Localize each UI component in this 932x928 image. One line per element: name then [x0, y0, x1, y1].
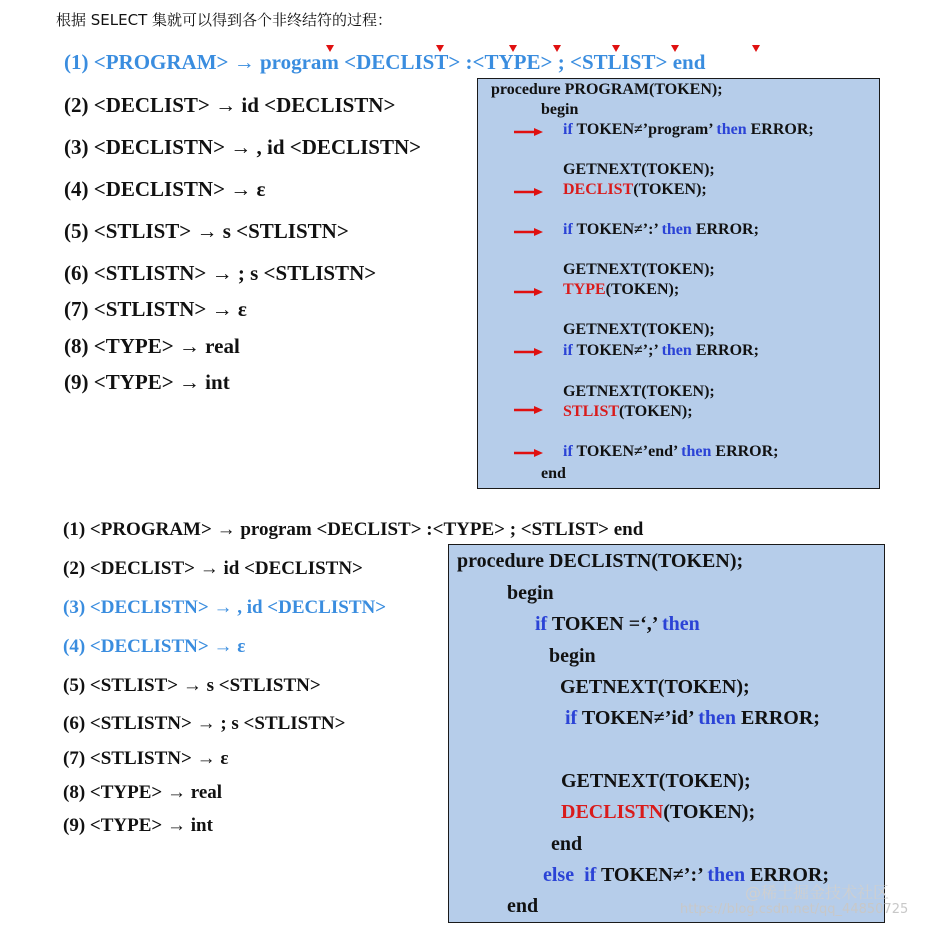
code-line: GETNEXT(TOKEN);	[560, 676, 750, 698]
watermark-brand: @稀土掘金技术社区	[745, 883, 890, 902]
code-line: if TOKEN≠’:’ then ERROR;	[563, 221, 759, 238]
code-line: if TOKEN≠’id’ then ERROR;	[565, 707, 820, 729]
grammar-rule: (7) <STLISTN> → ε	[64, 297, 247, 321]
code-line: if TOKEN≠’program’ then ERROR;	[563, 121, 814, 138]
red-arrow-icon	[514, 287, 544, 297]
code-line: DECLIST(TOKEN);	[563, 181, 707, 198]
inner-end: end	[551, 833, 583, 855]
red-arrow-icon	[514, 448, 544, 458]
code-line: GETNEXT(TOKEN);	[563, 161, 715, 178]
grammar-rule: (1) <PROGRAM> → program <DECLIST> :<TYPE> ; <STLIST> end	[63, 519, 644, 540]
code-line: GETNEXT(TOKEN);	[561, 770, 751, 792]
red-arrow-icon	[514, 127, 544, 137]
red-arrow-icon	[514, 347, 544, 357]
watermark-url: https://blog.csdn.net/qq_44850725	[680, 902, 909, 917]
red-arrow-icon	[514, 405, 544, 415]
grammar-rule: (3) <DECLISTN> → , id <DECLISTN>	[63, 597, 387, 618]
proc-begin: begin	[507, 582, 554, 604]
code-line: GETNEXT(TOKEN);	[563, 261, 715, 278]
grammar-rule: (8) <TYPE> → real	[64, 334, 240, 358]
grammar-rule: (6) <STLISTN> → ; s <STLISTN>	[63, 713, 346, 734]
proc-header: procedure DECLISTN(TOKEN);	[457, 550, 744, 572]
code-line: GETNEXT(TOKEN);	[563, 321, 715, 338]
code-line: GETNEXT(TOKEN);	[563, 383, 715, 400]
red-arrow-icon	[514, 187, 544, 197]
code-line: DECLISTN(TOKEN);	[561, 801, 756, 823]
code-line: if TOKEN≠’end’ then ERROR;	[563, 443, 779, 460]
inner-begin: begin	[549, 645, 596, 667]
proc-header: procedure PROGRAM(TOKEN);	[491, 81, 723, 98]
program-procedure-box	[477, 78, 880, 489]
grammar-rule: (7) <STLISTN> → ε	[63, 748, 229, 769]
code-line: if TOKEN≠’;’ then ERROR;	[563, 342, 759, 359]
grammar-rule: (9) <TYPE> → int	[64, 370, 230, 394]
proc-end: end	[541, 465, 566, 482]
grammar-rule: (8) <TYPE> → real	[63, 782, 223, 803]
declistn-procedure-box	[448, 544, 885, 923]
proc-end: end	[507, 895, 539, 917]
grammar-rule: (2) <DECLIST> → id <DECLISTN>	[63, 558, 363, 579]
grammar-rule: (3) <DECLISTN> → , id <DECLISTN>	[64, 135, 422, 159]
grammar-rule: (6) <STLISTN> → ; s <STLISTN>	[64, 261, 377, 285]
code-line: if TOKEN =‘,’ then	[535, 613, 700, 635]
proc-begin: begin	[541, 101, 579, 118]
code-line: TYPE(TOKEN);	[563, 281, 680, 298]
grammar-rule: (5) <STLIST> → s <STLISTN>	[64, 219, 349, 243]
grammar-rule: (4) <DECLISTN> → ε	[63, 636, 246, 657]
page-heading: 根据 SELECT 集就可以得到各个非终结符的过程：	[56, 11, 393, 29]
grammar-rule: (5) <STLIST> → s <STLISTN>	[63, 675, 321, 696]
code-line: STLIST(TOKEN);	[563, 403, 693, 420]
select-marker	[752, 45, 760, 52]
code-line: else if TOKEN≠’:’ then ERROR;	[543, 864, 829, 886]
grammar-rule: (4) <DECLISTN> → ε	[64, 177, 266, 201]
red-arrow-icon	[514, 227, 544, 237]
grammar-rule: (9) <TYPE> → int	[63, 815, 213, 836]
grammar-rule: (2) <DECLIST> → id <DECLISTN>	[64, 93, 396, 117]
grammar-rule: (1) <PROGRAM> → program <DECLIST> :<TYPE> ; <STLIST> end	[64, 50, 706, 74]
